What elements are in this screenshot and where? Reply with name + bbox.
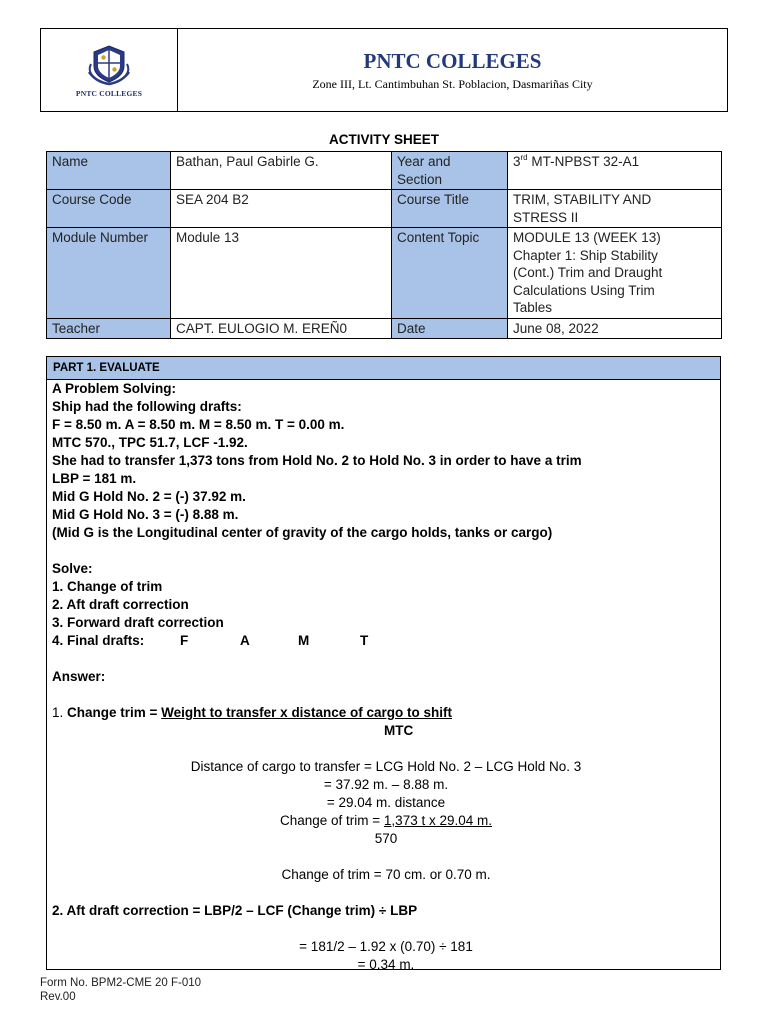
answer-1-numerator: Weight to transfer x distance of cargo to shift	[161, 705, 452, 720]
answer-1-label: Change trim =	[67, 705, 162, 720]
calc-line: Distance of cargo to transfer = LCG Hold No. 2 – LCG Hold No. 3	[190, 759, 582, 774]
topic-line: Calculations Using Trim	[513, 282, 655, 298]
course-title-label: Course Title	[392, 190, 508, 228]
module-number-label: Module Number	[47, 228, 171, 319]
problem-line: F = 8.50 m. A = 8.50 m. M = 8.50 m. T = 0.00 m.	[52, 417, 345, 432]
table-row	[47, 190, 722, 228]
solve-item: 1. Change of trim	[52, 579, 163, 594]
answer-label: Answer:	[52, 669, 106, 684]
final-col-m: M	[298, 633, 310, 648]
part-1-section	[46, 356, 721, 970]
problem-line: LBP = 181 m.	[52, 471, 137, 486]
final-col-t: T	[360, 633, 369, 648]
module-number-value: Module 13	[171, 228, 392, 319]
calc-line: = 181/2 – 1.92 x (0.70) ÷ 181	[299, 939, 473, 954]
answer-2-formula: 2. Aft draft correction = LBP/2 – LCF (Change trim) ÷ LBP	[52, 903, 418, 918]
calc-line: = 29.04 m. distance	[326, 795, 446, 810]
revision: Rev.00	[40, 991, 76, 1003]
calc-result: Change of trim = 70 cm. or 0.70 m.	[281, 867, 491, 882]
form-number: Form No. BPM2-CME 20 F-010	[40, 977, 202, 989]
calc-prefix: Change of trim =	[279, 813, 384, 828]
calc-line	[52, 812, 720, 830]
year-suffix: rd	[520, 153, 528, 162]
name-label: Name	[47, 152, 171, 190]
mtc-label: MTC	[384, 723, 414, 738]
content-topic-value	[508, 228, 722, 319]
section-code: MT-NPBST 32-A1	[527, 154, 640, 169]
school-address: Zone III, Lt. Cantimbuhan St. Poblacion, Dasmariñas City	[312, 76, 593, 91]
problem-line: She had to transfer 1,373 tons from Hold No. 2 to Hold No. 3 in order to have a trim	[52, 453, 582, 468]
header-title-cell	[178, 29, 727, 111]
school-logo-icon	[86, 42, 132, 86]
problem-line: A Problem Solving:	[52, 381, 177, 396]
course-code-label: Course Code	[47, 190, 171, 228]
year-number: 3	[513, 154, 521, 169]
date-label: Date	[392, 318, 508, 339]
year-section-label	[392, 152, 508, 190]
course-title-line: TRIM, STABILITY AND	[513, 192, 652, 207]
final-drafts-label: 4. Final drafts:	[52, 633, 145, 648]
name-value: Bathan, Paul Gabirle G.	[171, 152, 392, 190]
solve-item: 2. Aft draft correction	[52, 597, 189, 612]
course-title-value	[508, 190, 722, 228]
school-name: PNTC COLLEGES	[363, 48, 542, 73]
problem-statement	[52, 380, 720, 686]
problem-line: (Mid G is the Longitudinal center of gravity of the cargo holds, tanks or cargo)	[52, 525, 553, 540]
calc-line: = 37.92 m. – 8.88 m.	[323, 777, 449, 792]
problem-line: MTC 570., TPC 51.7, LCF -1.92.	[52, 435, 248, 450]
calc-numerator: 1,373 t x 29.04 m.	[383, 813, 492, 828]
course-title-line: STRESS II	[513, 209, 579, 225]
calc-denominator: 570	[374, 831, 398, 846]
solve-item: 3. Forward draft correction	[52, 615, 224, 630]
problem-line: Ship had the following drafts:	[52, 399, 242, 414]
date-value: June 08, 2022	[508, 318, 722, 339]
answer-1-number: 1.	[52, 705, 68, 720]
answer-1-calculation	[52, 758, 720, 884]
logo-cell	[41, 29, 178, 111]
final-drafts-line	[52, 632, 720, 650]
answer-1-formula	[52, 704, 720, 722]
problem-line: Mid G Hold No. 3 = (-) 8.88 m.	[52, 507, 239, 522]
topic-line: MODULE 13 (WEEK 13)	[513, 230, 661, 245]
logo-text: PNTC COLLEGES	[75, 89, 143, 98]
final-col-f: F	[180, 633, 189, 648]
final-col-a: A	[240, 633, 250, 648]
answer-1-denominator	[52, 722, 720, 740]
table-row	[47, 152, 722, 190]
course-code-value: SEA 204 B2	[171, 190, 392, 228]
part-content	[47, 380, 720, 974]
calc-line: = 0.34 m.	[357, 957, 415, 972]
topic-line: (Cont.) Trim and Draught	[513, 265, 663, 280]
part-heading: PART 1. EVALUATE	[47, 357, 720, 380]
topic-line: Tables	[513, 300, 553, 315]
solve-label: Solve:	[52, 561, 93, 576]
content-topic-label: Content Topic	[392, 228, 508, 319]
sheet-title: ACTIVITY SHEET	[328, 132, 440, 147]
year-label-line: Year and	[397, 154, 451, 169]
form-footer	[40, 976, 201, 1004]
year-section-value	[508, 152, 722, 190]
teacher-label: Teacher	[47, 318, 171, 339]
teacher-value: CAPT. EULOGIO M. EREÑ0	[171, 318, 392, 339]
answer-2-calculation	[52, 938, 720, 974]
section-label-line: Section	[397, 171, 443, 187]
info-table	[46, 151, 722, 339]
table-row	[47, 228, 722, 319]
problem-line: Mid G Hold No. 2 = (-) 37.92 m.	[52, 489, 246, 504]
table-row	[47, 318, 722, 339]
document-header	[40, 28, 728, 112]
topic-line: Chapter 1: Ship Stability	[513, 247, 658, 263]
